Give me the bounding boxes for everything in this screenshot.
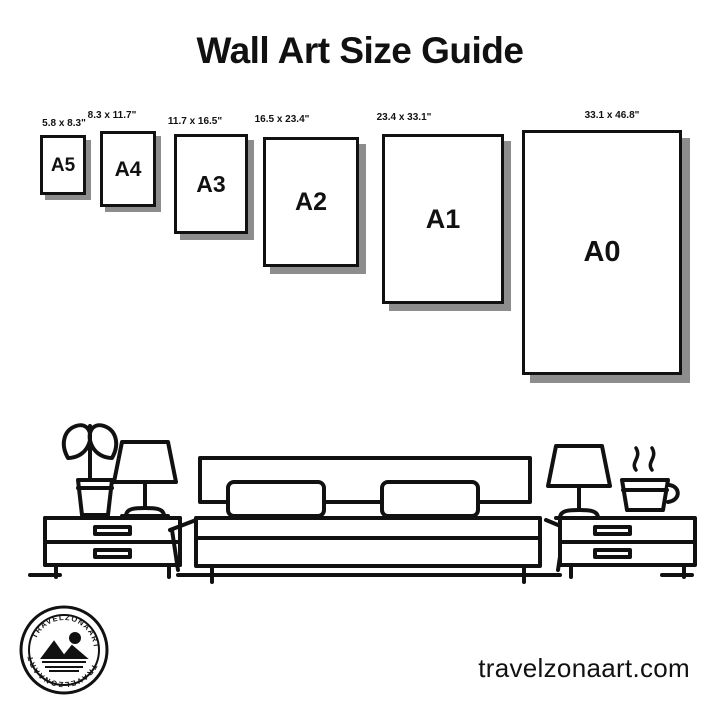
frame-dimension-a5: 5.8 x 8.3" bbox=[42, 118, 86, 129]
frame-box-a5 bbox=[40, 135, 86, 195]
lamp-left bbox=[114, 442, 176, 516]
logo-icon bbox=[18, 604, 110, 696]
frame-box-a1 bbox=[382, 134, 504, 304]
bedroom-illustration bbox=[0, 370, 720, 610]
bed bbox=[170, 458, 570, 582]
frame-label-a2: A2 bbox=[295, 187, 327, 216]
lamp-right bbox=[548, 446, 610, 518]
frame-dimension-a4: 8.3 x 11.7" bbox=[87, 110, 137, 121]
frame-label-a0: A0 bbox=[583, 236, 621, 268]
plant-vase bbox=[64, 425, 116, 515]
page-title: Wall Art Size Guide bbox=[196, 30, 524, 71]
frame-dimension-a1: 23.4 x 33.1" bbox=[376, 112, 432, 123]
nightstand-left bbox=[45, 518, 180, 577]
logo-text-bottom: TRAVELZONAART bbox=[25, 654, 100, 690]
coffee-mug bbox=[622, 448, 678, 510]
frame-dimension-a3: 11.7 x 16.5" bbox=[167, 116, 223, 127]
frame-box-a2 bbox=[263, 137, 359, 267]
frame-box-a3 bbox=[174, 134, 248, 234]
bedroom-scene bbox=[0, 370, 720, 610]
brand-logo bbox=[18, 604, 110, 696]
frame-label-a4: A4 bbox=[114, 157, 142, 181]
frame-box-a0 bbox=[522, 130, 682, 375]
frame-label-a1: A1 bbox=[425, 203, 461, 234]
logo-text-top: TRAVELZONAART bbox=[29, 612, 102, 650]
frame-label-a3: A3 bbox=[196, 170, 226, 197]
frame-dimension-a2: 16.5 x 23.4" bbox=[254, 114, 310, 125]
website-url: travelzonaart.com bbox=[478, 653, 690, 683]
nightstand-right bbox=[560, 518, 695, 577]
frame-dimension-a0: 33.1 x 46.8" bbox=[584, 110, 640, 121]
frame-label-a5: A5 bbox=[50, 154, 76, 176]
frame-box-a4 bbox=[100, 131, 156, 207]
